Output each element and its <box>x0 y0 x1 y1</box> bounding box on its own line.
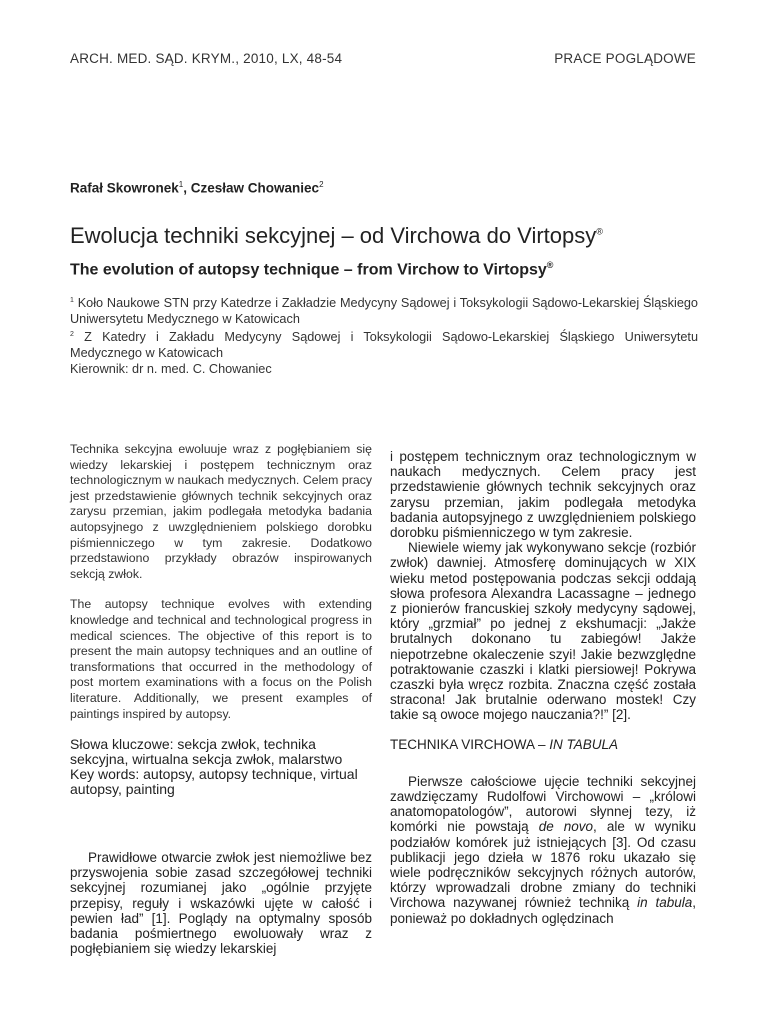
registered-mark: ® <box>546 260 554 270</box>
author-name: Czesław Chowaniec <box>190 180 320 196</box>
section-heading <box>390 737 696 752</box>
head-of-department: Kierownik: dr n. med. C. Chowaniec <box>70 361 272 376</box>
body-paragraph <box>390 774 696 926</box>
affiliation-text: Z Katedry i Zakładu Medycyny Sądowej i Toksykologii Sądowo-Lekarskiej Śląskiego Uniwersytetu Medycznego w Katowicach <box>70 330 698 361</box>
affiliation-number: 2 <box>70 331 74 339</box>
italic-term: in tabula <box>637 895 693 911</box>
section-heading-italic: IN TABULA <box>549 736 619 752</box>
article-category: PRACE POGLĄDOWE <box>554 51 696 66</box>
affiliation-number: 1 <box>70 297 74 304</box>
body-paragraph: Niewiele wiemy jak wykonywano sekcje (rozbiór zwłok) dawniej. Atmosferę dominujących w XIX wieku metod postępowania podczas sekcji oddają słowa profesora Alexandra Lacassagne – jednego z pionierów francuskiej szkoły medycyny sądowej, który „grzmiał” po jednej z ekshumacji: „Jakże brutalnych dokonano tu zabiegów! Jakże niepotrzebne okaleczenie szyi! Jakie bezwzględne potraktowanie czaszki i klatki piersiowej! Pokrywa czaszki była wręcz rozbita. Znaczna część została stracona! Jak brutalnie oderwano mostek! Czy takie są owoce mojego nauczania?!” [2]. <box>390 540 696 723</box>
right-column <box>390 449 696 926</box>
author-separator: , <box>183 180 191 196</box>
body-text: , ale w wyniku podziałów komórek już istniejących [3]. Od czasu publikacji jego dzieła w 1876 roku ukazało się wiele podręczników sekcyjnych różnych autorów, którzy wprowadzali drobne zmiany do techniki Virchowa nazywanej również techniką <box>390 819 696 911</box>
body-text: Pierwsze całościowe ujęcie techniki sekcyjnej zawdzięczamy Rudolfowi Virchowowi – „królowi anatomopatologów”, autorowi słynnej tezy, iż komórki nie powstają <box>390 773 696 835</box>
keywords-english: Key words: autopsy, autopsy technique, virtual autopsy, painting <box>70 766 358 798</box>
journal-citation: ARCH. MED. SĄD. KRYM., 2010, LX, 48-54 <box>70 51 343 66</box>
title-english <box>70 260 553 279</box>
body-text: , ponieważ po dokładnych oględzinach <box>390 895 696 926</box>
affiliation-item <box>70 293 698 327</box>
author-affiliation-mark: 2 <box>319 180 324 189</box>
left-column <box>70 442 372 957</box>
affiliation-text: Koło Naukowe STN przy Katedrze i Zakładzie Medycyny Sądowej i Toksykologii Sądowo-Lekarskiej Śląskiego Uniwersytetu Medycznego w Katowicach <box>70 296 698 326</box>
introduction-paragraph: Prawidłowe otwarcie zwłok jest niemożliwe bez przyswojenia sobie zasad szczegółowej techniki sekcyjnej rozumianej jako „ogólnie przyjęte przepisy, reguły i wskazówki ujęte w całość i pewien ład” [1]. Poglądy na optymalny sposób badania pośmiertnego ewoluowały wraz z pogłębianiem się wiedzy lekarskiej <box>70 850 372 957</box>
title-polish <box>70 223 603 249</box>
title-polish-text: Ewolucja techniki sekcyjnej – od Virchowa do Virtopsy <box>70 223 597 248</box>
affiliations <box>70 293 698 377</box>
title-english-text: The evolution of autopsy technique – from Virchow to Virtopsy <box>70 261 547 279</box>
author-affiliation-mark: 1 <box>178 180 184 189</box>
abstract-polish: Technika sekcyjna ewoluuje wraz z pogłębianiem się wiedzy lekarskiej i postępem technicznym oraz technologicznym w naukach medycznych. Celem pracy jest przedstawienie głównych technik sekcyjnych oraz zarysu przemian, jakim podlegała metodyka badania autopsyjnego z uwzględnieniem polskiego dorobku piśmienniczego w tym zakresie. Dodatkowo przedstawiono przykłady obrazów inspirowanych sekcją zwłok. <box>70 442 372 581</box>
keywords-polish: Słowa kluczowe: sekcja zwłok, technika sekcyjna, wirtualna sekcja zwłok, malarstwo <box>70 736 343 768</box>
section-heading-text: TECHNIKA VIRCHOWA – <box>390 736 550 752</box>
italic-term: de novo <box>538 819 594 835</box>
author-name: Rafał Skowronek <box>70 180 179 196</box>
body-paragraph: i postępem technicznym oraz technologicznym w naukach medycznych. Celem pracy jest przedstawienie głównych technik sekcyjnych oraz zarysu przemian, jakim podlegała metodyka badania autopsyjnego z uwzględnieniem polskiego dorobku piśmienniczego w tym zakresie. <box>390 449 696 541</box>
registered-mark: ® <box>596 226 603 237</box>
abstract-english: The autopsy technique evolves with extending knowledge and technical and technological progress in medical sciences. The objective of this report is to present the main autopsy techniques and an outline of transformations that occurred in the methodology of post mortem examinations with a focus on the Polish literature. Additionally, we present examples of paintings inspired by autopsy. <box>70 597 372 721</box>
affiliation-item <box>70 327 698 361</box>
authors-line <box>70 180 324 196</box>
